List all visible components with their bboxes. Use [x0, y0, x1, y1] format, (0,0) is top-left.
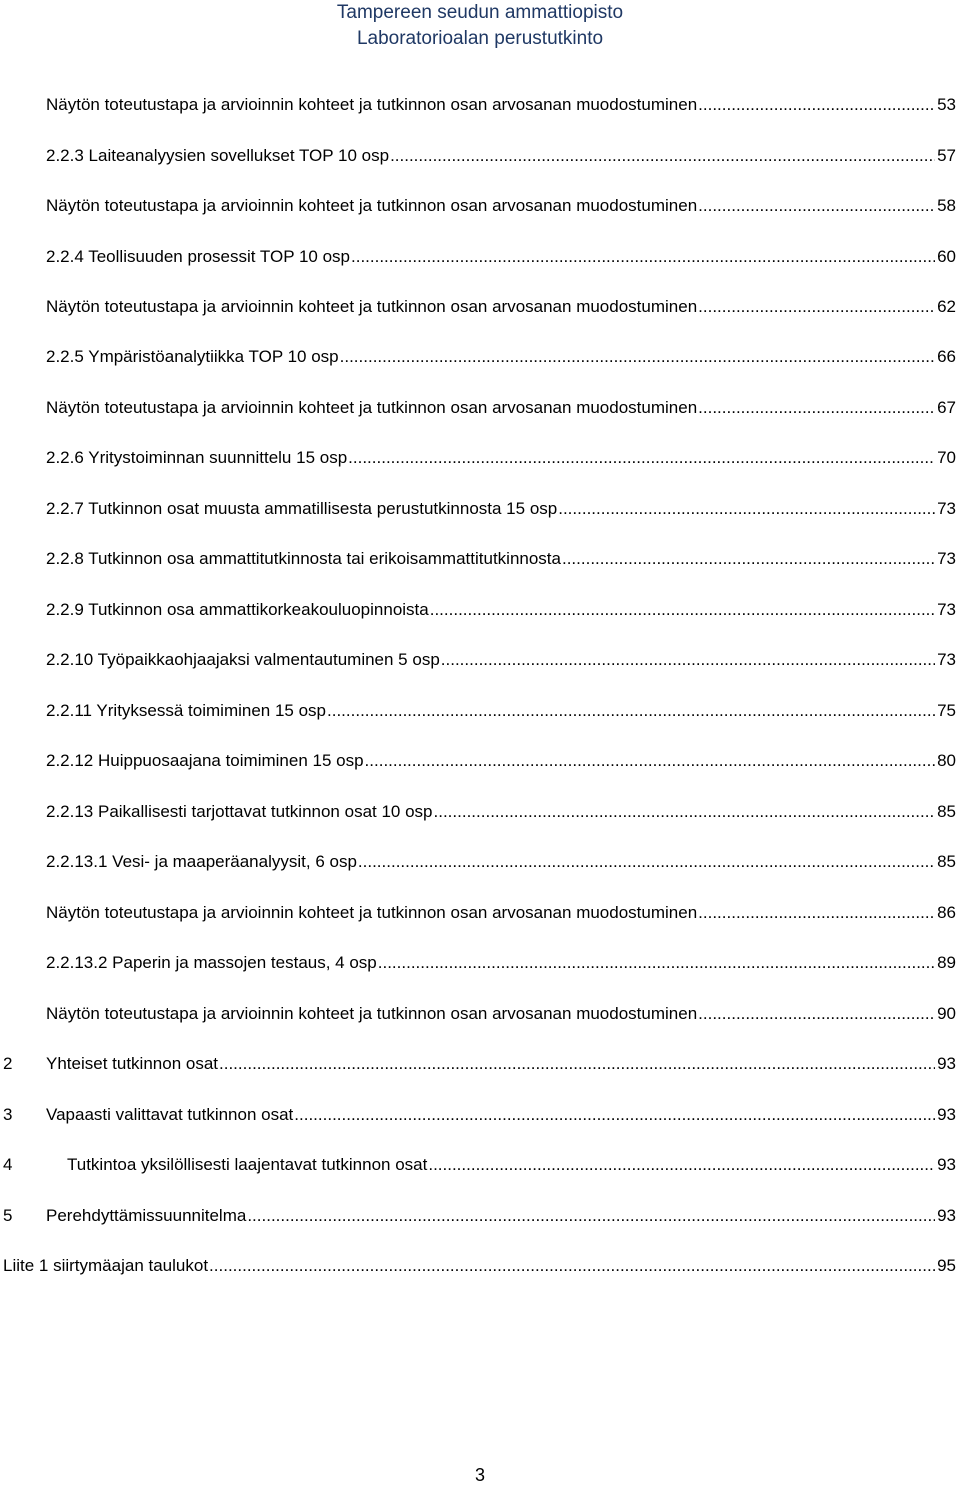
toc-entry-title: 2.2.7 Tutkinnon osat muusta ammatillisesta perustutkinnosta 15 osp — [46, 499, 558, 518]
toc-leader-dots — [698, 397, 935, 419]
toc-entry[interactable] — [46, 643, 956, 671]
toc-leader-dots — [294, 1104, 935, 1126]
toc-chapter-number: 3 — [3, 1105, 13, 1124]
toc-entry-title: Yhteiset tutkinnon osat — [46, 1054, 219, 1073]
toc-entry-page: 89 — [937, 953, 956, 972]
toc-entry-page: 57 — [937, 146, 956, 165]
toc-leader-dots — [247, 1205, 935, 1227]
toc-entry[interactable] — [46, 845, 956, 873]
toc-entry[interactable] — [46, 340, 956, 368]
toc-chapter-number: 5 — [3, 1206, 13, 1225]
toc-entry-page: 93 — [937, 1206, 956, 1225]
toc-leader-dots — [434, 801, 935, 823]
toc-appendix[interactable] — [3, 1249, 956, 1277]
toc-entry-title: 2.2.5 Ympäristöanalytiikka TOP 10 osp — [46, 347, 339, 366]
toc-entry-page: 80 — [937, 751, 956, 770]
toc-leader-dots — [378, 952, 935, 974]
toc-entry-title: 2.2.11 Yrityksessä toimiminen 15 osp — [46, 701, 327, 720]
toc-entry[interactable] — [46, 290, 956, 318]
toc-entry[interactable] — [46, 240, 956, 268]
toc-entry-page: 73 — [937, 549, 956, 568]
toc-entry-title: Näytön toteutustapa ja arvioinnin kohteet ja tutkinnon osan arvosanan muodostuminen — [46, 297, 698, 316]
toc-chapter-number: 4 — [3, 1155, 13, 1174]
toc-entry-title: 2.2.13.1 Vesi- ja maaperäanalyysit, 6 osp — [46, 852, 357, 871]
toc-entry-title: Liite 1 siirtymäajan taulukot — [3, 1256, 209, 1275]
toc-entry-page: 90 — [937, 1004, 956, 1023]
toc-leader-dots — [365, 750, 935, 772]
toc-entry-title: Näytön toteutustapa ja arvioinnin kohteet ja tutkinnon osan arvosanan muodostuminen — [46, 903, 698, 922]
toc-entry-page: 53 — [937, 95, 956, 114]
toc-leader-dots — [698, 94, 935, 116]
toc-leader-dots — [698, 195, 935, 217]
toc-entry-title: Näytön toteutustapa ja arvioinnin kohteet ja tutkinnon osan arvosanan muodostuminen — [46, 196, 698, 215]
toc-entry-title: 2.2.10 Työpaikkaohjaajaksi valmentautuminen 5 osp — [46, 650, 440, 669]
toc-entry[interactable] — [46, 593, 956, 621]
toc-entry-page: 73 — [937, 600, 956, 619]
toc-entry-page: 93 — [937, 1155, 956, 1174]
toc-chapter[interactable] — [3, 1098, 956, 1126]
toc-leader-dots — [558, 498, 935, 520]
toc-chapter[interactable] — [3, 1047, 956, 1075]
toc-entry[interactable] — [46, 441, 956, 469]
toc-leader-dots — [358, 851, 935, 873]
toc-leader-dots — [698, 296, 935, 318]
toc-entry-page: 73 — [937, 650, 956, 669]
toc-leader-dots — [562, 548, 935, 570]
toc-entry-title: 2.2.3 Laiteanalyysien sovellukset TOP 10 osp — [46, 146, 390, 165]
page-number: 3 — [474, 1465, 485, 1485]
toc-leader-dots — [698, 1003, 935, 1025]
toc-entry-page: 58 — [937, 196, 956, 215]
toc-entry-title: 2.2.4 Teollisuuden prosessit TOP 10 osp — [46, 247, 350, 266]
toc-leader-dots — [430, 599, 935, 621]
toc-entry[interactable] — [46, 896, 956, 924]
toc-entry-title: Perehdyttämissuunnitelma — [46, 1206, 247, 1225]
toc-entry[interactable] — [46, 744, 956, 772]
toc-entry-title: 2.2.13.2 Paperin ja massojen testaus, 4 osp — [46, 953, 377, 972]
toc-entry-title: Näytön toteutustapa ja arvioinnin kohteet ja tutkinnon osan arvosanan muodostuminen — [46, 398, 698, 417]
toc-entry-title: 2.2.6 Yritystoiminnan suunnittelu 15 osp — [46, 448, 348, 467]
toc-entry-title: 2.2.13 Paikallisesti tarjottavat tutkinnon osat 10 osp — [46, 802, 433, 821]
toc-entry-title: Näytön toteutustapa ja arvioinnin kohteet ja tutkinnon osan arvosanan muodostuminen — [46, 1004, 698, 1023]
toc-entry-title: Vapaasti valittavat tutkinnon osat — [46, 1105, 294, 1124]
toc-entry-title: 2.2.12 Huippuosaajana toimiminen 15 osp — [46, 751, 364, 770]
toc-entry-page: 70 — [937, 448, 956, 467]
toc-entry-page: 93 — [937, 1105, 956, 1124]
toc-leader-dots — [698, 902, 935, 924]
toc-leader-dots — [219, 1053, 935, 1075]
toc-entry[interactable] — [46, 997, 956, 1025]
toc-entry-page: 86 — [937, 903, 956, 922]
toc-entry-page: 73 — [937, 499, 956, 518]
toc-entry-title: 2.2.8 Tutkinnon osa ammattitutkinnosta tai erikoisammattitutkinnosta — [46, 549, 561, 568]
toc-entry-page: 93 — [937, 1054, 956, 1073]
header-institution: Tampereen seudun ammattiopisto — [336, 2, 624, 23]
toc-leader-dots — [348, 447, 935, 469]
toc-entry-page: 85 — [937, 852, 956, 871]
toc-entry[interactable] — [46, 492, 956, 520]
toc-leader-dots — [327, 700, 935, 722]
toc-leader-dots — [209, 1255, 935, 1277]
toc-leader-dots — [340, 346, 935, 368]
toc-chapter[interactable] — [3, 1148, 956, 1176]
toc-entry[interactable] — [46, 694, 956, 722]
toc-entry-page: 75 — [937, 701, 956, 720]
toc-leader-dots — [390, 145, 935, 167]
toc-entry-title: 2.2.9 Tutkinnon osa ammattikorkeakouluopinnoista — [46, 600, 429, 619]
toc-entry[interactable] — [46, 946, 956, 974]
toc-entry-title: Näytön toteutustapa ja arvioinnin kohteet ja tutkinnon osan arvosanan muodostuminen — [46, 95, 698, 114]
toc-entry[interactable] — [46, 542, 956, 570]
toc-leader-dots — [428, 1154, 935, 1176]
toc-entry[interactable] — [46, 391, 956, 419]
toc-entry-title: Tutkintoa yksilöllisesti laajentavat tutkinnon osat — [67, 1155, 428, 1174]
toc-entry-page: 85 — [937, 802, 956, 821]
toc-chapter-number: 2 — [3, 1054, 13, 1073]
toc-entry-page: 95 — [937, 1256, 956, 1275]
toc-entry[interactable] — [46, 795, 956, 823]
toc-leader-dots — [441, 649, 935, 671]
toc-entry[interactable] — [46, 139, 956, 167]
toc-entry[interactable] — [46, 189, 956, 217]
toc-entry-page: 60 — [937, 247, 956, 266]
toc-leader-dots — [351, 246, 935, 268]
toc-entry-page: 62 — [937, 297, 956, 316]
toc-entry-page: 67 — [937, 398, 956, 417]
header-degree: Laboratorioalan perustutkinto — [356, 28, 604, 49]
toc-entry-page: 66 — [937, 347, 956, 366]
toc-entry[interactable] — [46, 88, 956, 116]
toc-chapter[interactable] — [3, 1199, 956, 1227]
